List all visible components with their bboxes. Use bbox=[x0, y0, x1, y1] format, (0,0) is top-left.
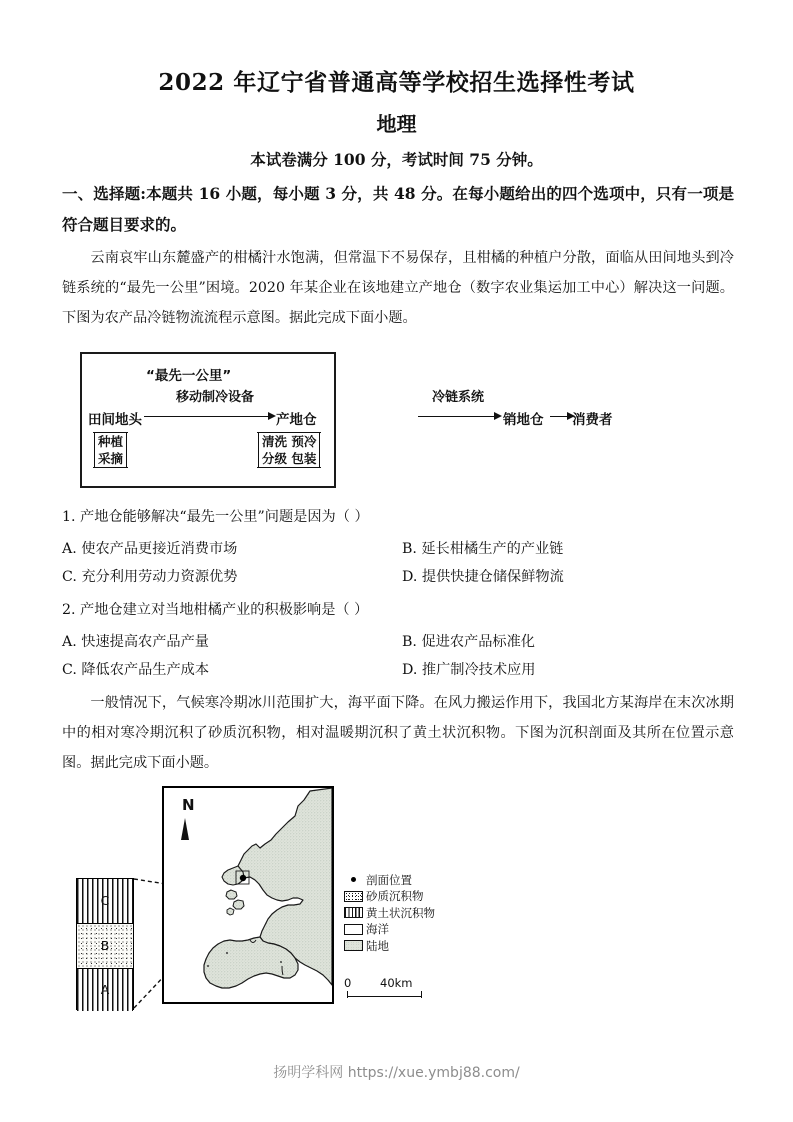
page-title: 2022 年辽宁省普通高等学校招生选择性考试 bbox=[158, 69, 635, 96]
coastline-map bbox=[162, 786, 334, 1004]
origin-steps-bracket bbox=[258, 432, 320, 468]
legend-item-ocean bbox=[344, 922, 436, 937]
question-2-options bbox=[62, 628, 734, 684]
arrow-field-to-origin-head bbox=[268, 412, 276, 420]
origin-warehouse-label: 产地仓 bbox=[276, 412, 317, 428]
profile-location-dot-icon bbox=[344, 874, 363, 885]
land-swatch-icon bbox=[344, 940, 363, 951]
question-2-option-d[interactable]: D. 推广制冷技术应用 bbox=[402, 662, 536, 678]
legend-item-loess-deposit bbox=[344, 905, 436, 920]
scale-end-label: 40km bbox=[380, 976, 413, 990]
footer-watermark: 扬明学科网 https://xue.ymbj88.com/ bbox=[273, 1065, 520, 1081]
subject-title: 地理 bbox=[376, 112, 417, 136]
question-2-option-a[interactable]: A. 快速提高农产品产量 bbox=[62, 634, 209, 650]
question-2-option-b[interactable]: B. 促进农产品标准化 bbox=[402, 634, 535, 650]
question-1-option-d[interactable]: D. 提供快捷仓储保鲜物流 bbox=[402, 569, 564, 585]
field-node-label: 田间地头 bbox=[88, 412, 142, 428]
legend-item-land bbox=[344, 938, 436, 953]
sediment-profile-location-figure bbox=[72, 786, 435, 1026]
legend-label-land: 陆地 bbox=[366, 938, 389, 953]
ocean-swatch-icon bbox=[344, 924, 363, 935]
arrow-field-to-origin-line bbox=[144, 416, 270, 417]
legend-label-loess-deposit: 黄土状沉积物 bbox=[366, 905, 435, 920]
field-steps-bracket bbox=[94, 432, 127, 468]
consumer-label: 消费者 bbox=[572, 412, 613, 428]
passage-text-2: 一般情况下，气候寒冷期冰川范围扩大，海平面下降。在风力搬运作用下，我国北方某海岸在末次冰期中的相对寒冷期沉积了砂质沉积物，相对温暖期沉积了黄土状沉积物。下图为沉积剖面及其所在位置示意图。据此完成下面小题。 bbox=[62, 695, 734, 771]
stratigraphic-column bbox=[76, 878, 134, 1010]
origin-step-line-2: 分级 包装 bbox=[262, 451, 317, 466]
question-2-stem: 2. 产地仓建立对当地柑橘产业的积极影响是（ ） bbox=[62, 602, 369, 618]
map-scale-bar bbox=[344, 976, 430, 999]
legend-label-sandy-deposit: 砂质沉积物 bbox=[366, 889, 424, 903]
legend-label-profile-location: 剖面位置 bbox=[366, 872, 412, 887]
mobile-refrigeration-label: 移动制冷设备 bbox=[176, 390, 255, 405]
scale-bar-graphic bbox=[344, 991, 430, 999]
question-1-option-c[interactable]: C. 充分利用劳动力资源优势 bbox=[62, 569, 238, 585]
scale-tick-left bbox=[347, 991, 348, 998]
coastline-map-svg bbox=[164, 788, 332, 1002]
question-1-option-b[interactable]: B. 延长柑橘生产的产业链 bbox=[402, 541, 564, 557]
strat-label-c: C bbox=[100, 893, 110, 908]
strat-label-b: B bbox=[100, 938, 110, 953]
sales-warehouse-label: 销地仓 bbox=[503, 412, 544, 428]
legend-label-ocean: 海洋 bbox=[366, 922, 389, 936]
svg-text:N: N bbox=[182, 796, 195, 814]
strat-label-a: A bbox=[100, 982, 110, 997]
question-2 bbox=[62, 596, 734, 684]
legend-item-profile-location bbox=[344, 872, 436, 887]
question-1 bbox=[62, 503, 734, 591]
profile-location-dot bbox=[240, 875, 246, 881]
arrow-origin-to-sales-head bbox=[494, 412, 502, 420]
exam-note: 本试卷满分 100 分，考试时间 75 分钟。 bbox=[250, 150, 543, 169]
sandy-deposit-swatch-icon bbox=[344, 891, 363, 902]
passage-text-1: 云南哀牢山东麓盛产的柑橘汁水饱满，但常温下不易保存，且柑橘的种植户分散，面临从田间地头到冷链系统的“最先一公里”困境。2020 年某企业在该地建立产地仓（数字农业集运加工中心）解决这一问题。下图为农产品冷链物流流程示意图。据此完成下面小题。 bbox=[62, 250, 734, 326]
question-1-option-a[interactable]: A. 使农产品更接近消费市场 bbox=[62, 541, 238, 557]
question-1-options bbox=[62, 535, 734, 591]
field-step-1: 种植 bbox=[98, 434, 124, 449]
field-step-2: 采摘 bbox=[98, 451, 124, 466]
origin-step-line-1: 清洗 预冷 bbox=[262, 434, 317, 449]
map-legend bbox=[344, 872, 436, 955]
arrow-origin-to-sales-line bbox=[418, 416, 496, 417]
first-mile-label: “最先一公里” bbox=[146, 368, 232, 384]
scale-tick-right bbox=[421, 991, 422, 998]
loess-deposit-swatch-icon bbox=[344, 907, 363, 918]
legend-item-sandy-deposit bbox=[344, 889, 436, 904]
question-2-option-c[interactable]: C. 降低农产品生产成本 bbox=[62, 662, 210, 678]
scale-start-label: 0 bbox=[344, 976, 352, 990]
cold-chain-flow-diagram bbox=[80, 352, 613, 490]
question-1-stem: 1. 产地仓能够解决“最先一公里”问题是因为（ ） bbox=[62, 509, 369, 525]
section-instruction: 一、选择题:本题共 16 小题，每小题 3 分，共 48 分。在每小题给出的四个选项中，只有一项是符合题目要求的。 bbox=[62, 184, 734, 234]
cold-chain-system-label: 冷链系统 bbox=[432, 390, 485, 405]
